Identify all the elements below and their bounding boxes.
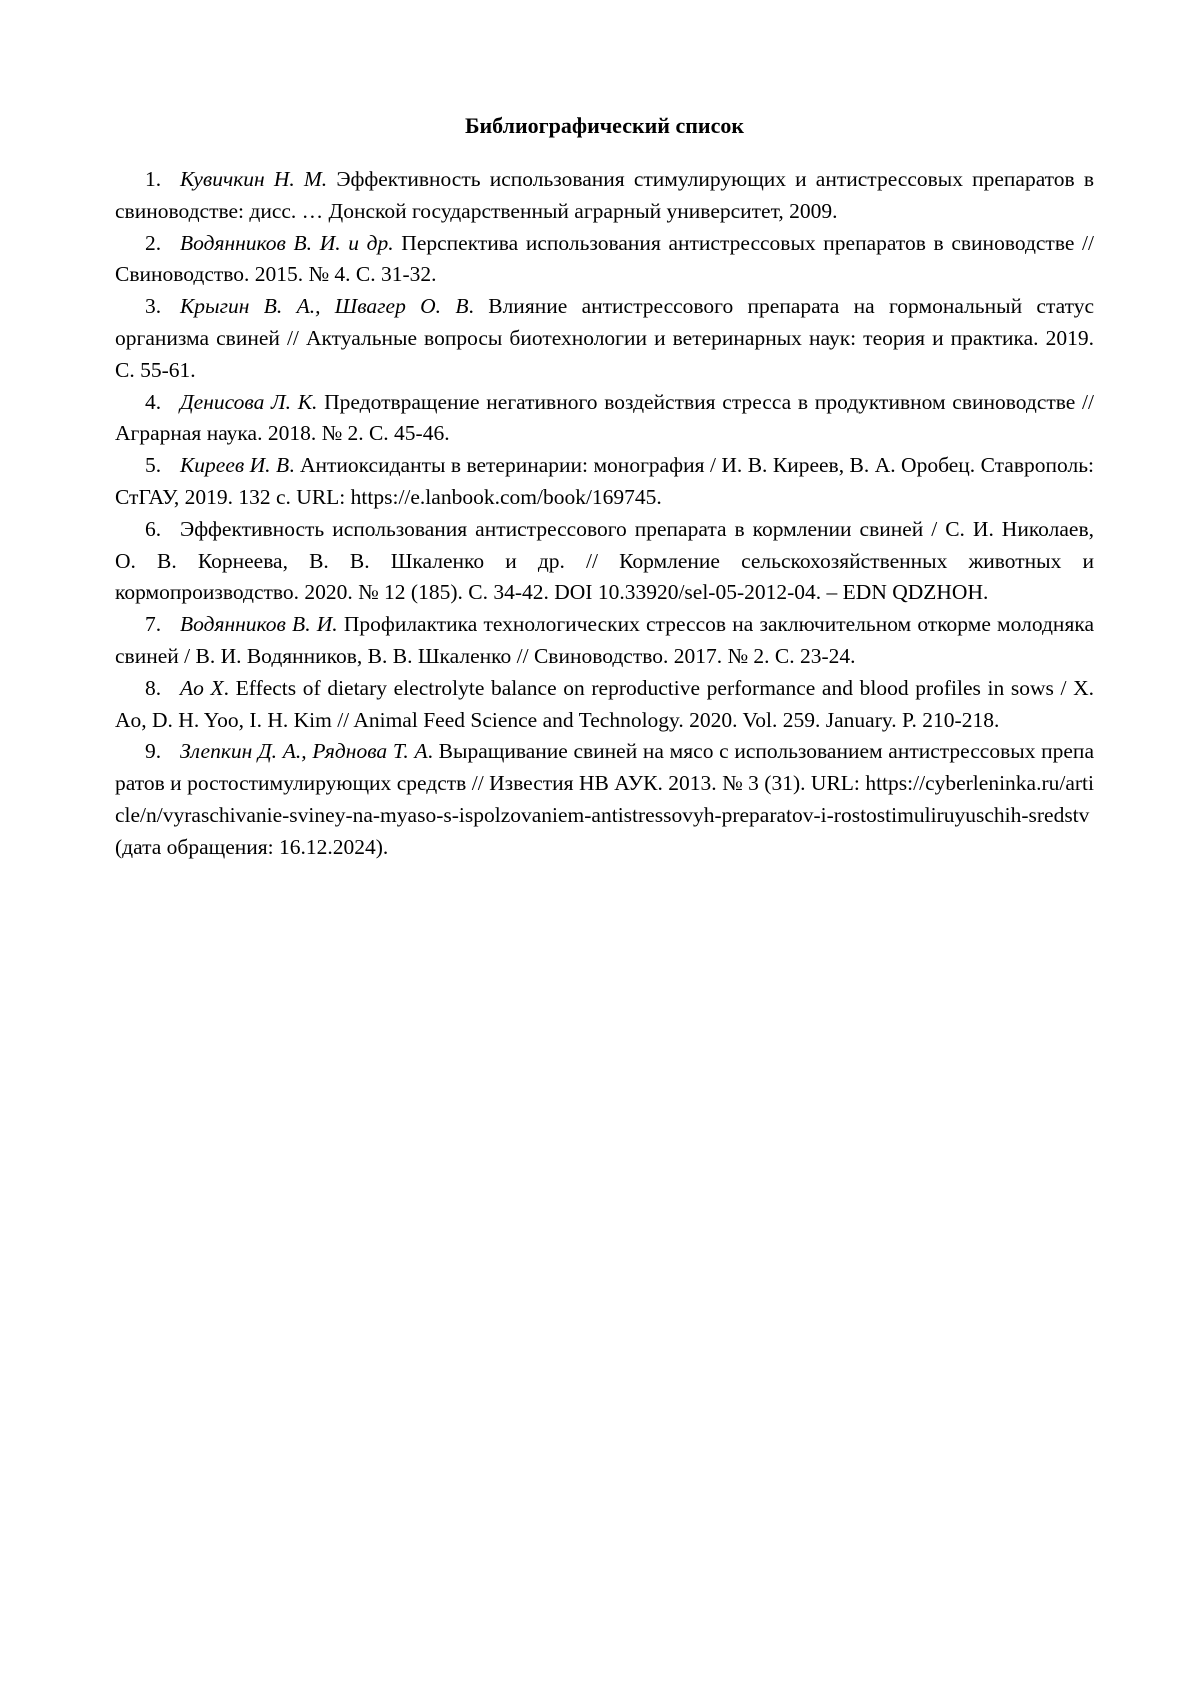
reference-text: Эффективность использования антистрессового препарата в кормлении свиней / С. И. Николаев, О. В. Корнеева, В. В. Шкаленко и др. // Кормление сельскохозяйственных животных и кормопроизводство. 2020. № 12 (185). С. 34-42. DOI 10.33920/sel-05-2012-04. – EDN QDZHOH.	[115, 516, 1094, 605]
reference-number: 4.	[145, 389, 162, 414]
reference-number: 7.	[145, 612, 162, 637]
reference-item	[115, 736, 1094, 863]
reference-item	[115, 609, 1094, 673]
reference-item	[115, 673, 1094, 737]
reference-text: Профилактика технологических стрессов на заключительном откорме молодняка свиней / В. И. Водянников, В. В. Шкаленко // Свиноводство. 2017. № 2. С. 23-24.	[115, 612, 1094, 668]
reference-item	[115, 387, 1094, 451]
reference-item	[115, 514, 1094, 609]
reference-author: Злепкин Д. А., Ряднова Т. А	[180, 739, 428, 764]
reference-item	[115, 450, 1094, 514]
reference-author: Денисова Л. К.	[180, 389, 318, 414]
document-page	[115, 112, 1094, 864]
reference-text: . Влияние антистрессового препарата на гормональный статус организма свиней // Актуальные вопросы биотехнологии и ветеринарных наук: теория и практика. 2019. С. 55-61.	[115, 294, 1094, 382]
reference-author: Водянников В. И.	[180, 612, 338, 637]
reference-number: 8.	[145, 675, 162, 700]
reference-author: Ao X	[180, 675, 224, 700]
reference-list	[115, 164, 1094, 864]
reference-author: Киреев И. В	[180, 453, 290, 478]
reference-number: 6.	[145, 516, 162, 541]
reference-author: Кувичкин Н. М.	[180, 167, 328, 191]
reference-number: 1.	[145, 167, 162, 191]
reference-item	[115, 228, 1094, 292]
reference-number: 3.	[145, 294, 162, 319]
page-title: Библиографический список	[464, 113, 745, 138]
reference-author: Водянников В. И. и др.	[180, 230, 394, 255]
reference-number: 5.	[145, 453, 162, 478]
reference-item	[115, 291, 1094, 386]
reference-item	[115, 164, 1094, 228]
reference-author: Крыгин В. А., Швагер О. В	[180, 294, 469, 319]
reference-text: Предотвращение негативного воздействия стресса в продуктивном свиноводстве // Аграрная наука. 2018. № 2. С. 45-46.	[115, 389, 1094, 446]
reference-text: . Антиоксиданты в ветеринарии: монография / И. В. Киреев, В. А. Оробец. Ставрополь: СтГАУ, 2019. 132 с. URL: https://e.lanbook.com/book/169745.	[115, 453, 1094, 509]
reference-number: 9.	[145, 739, 162, 764]
reference-number: 2.	[145, 230, 162, 255]
reference-text: . Effects of dietary electrolyte balance on reproductive performance and blood profiles in sows / X. Ao, D. H. Yoo, I. H. Kim // Animal Feed Science and Technology. 2020. Vol. 259. January. P. 210-218.	[115, 675, 1094, 732]
reference-text: Эффективность использования стимулирующих и антистрессовых препаратов в свиноводстве: дисс. … Донской государственный аграрный университет, 2009.	[115, 167, 1094, 223]
reference-text: . Выращивание свиней на мясо с использованием антистрессовых препаратов и ростостимулирующих средств // Известия НВ АУК. 2013. № 3 (31). URL: https://cyberleninka.ru/article/n/vyraschivanie-sviney-na-myaso-s-ispolzovaniem-antistressovyh-preparatov-i-rostostimuliruyuschih-sredstv (дата обращения: 16.12.2024).	[115, 739, 1094, 859]
reference-text: Перспектива использования антистрессовых препаратов в свиноводстве // Свиноводство. 2015. № 4. С. 31-32.	[115, 230, 1094, 287]
